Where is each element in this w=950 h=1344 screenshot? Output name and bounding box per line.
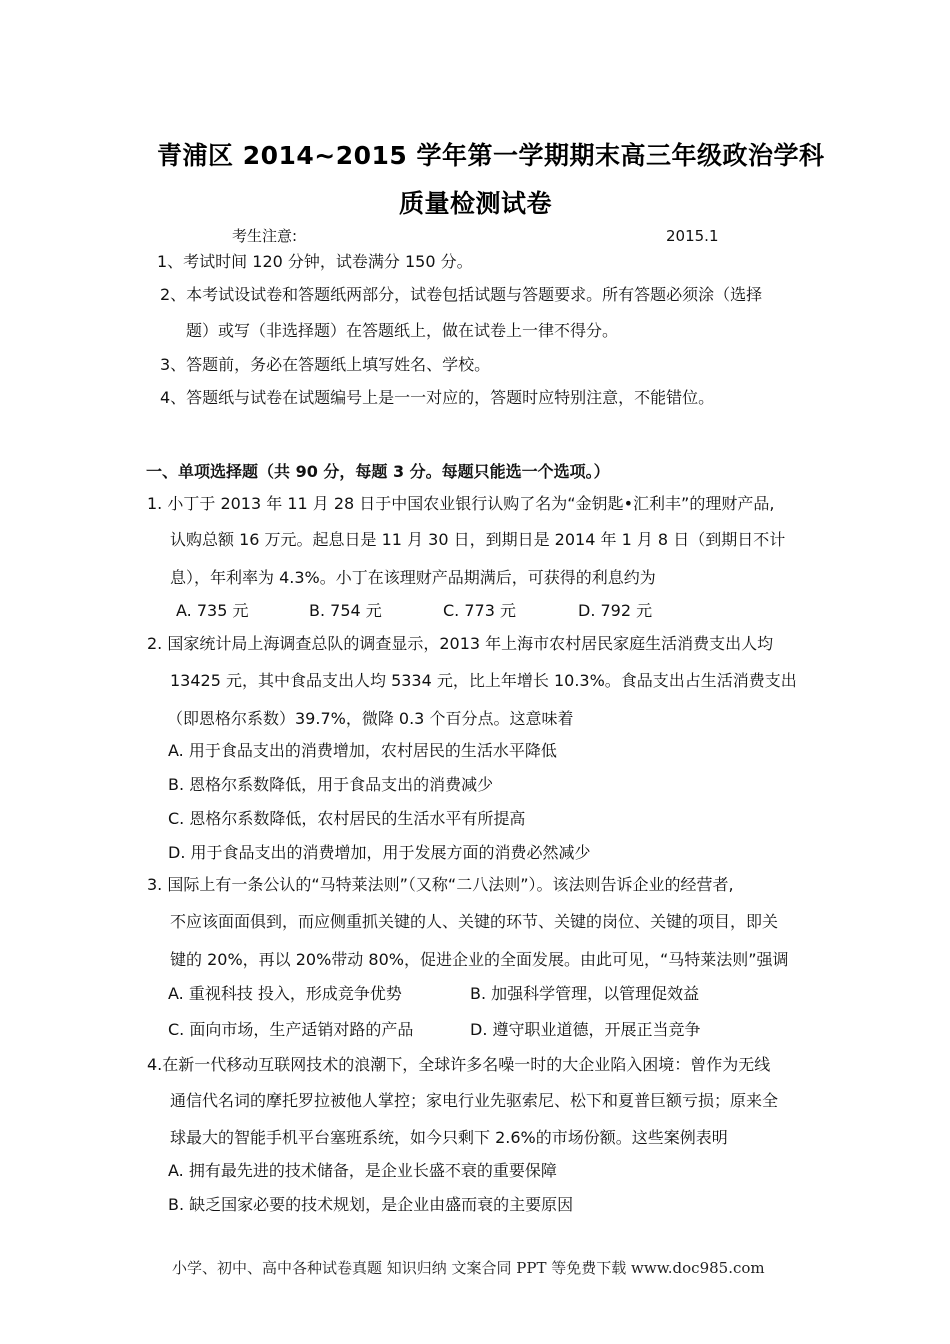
notice-item: 4、答题纸与试卷在试题编号上是一一对应的，答题时应特别注意，不能错位。: [160, 388, 715, 407]
question-2-option-c: C. 恩格尔系数降低，农村居民的生活水平有所提高: [168, 809, 526, 828]
question-3-option-c: C. 面向市场，生产适销对路的产品: [168, 1020, 414, 1039]
question-1-option-d: D. 792 元: [578, 601, 653, 620]
question-1-line: 认购总额 16 万元。起息日是 11 月 30 日，到期日是 2014 年 1 月 8 日（到期日不计: [170, 530, 786, 549]
question-3-option-d: D. 遵守职业道德，开展正当竞争: [470, 1020, 701, 1039]
notice-item: 3、答题前，务必在答题纸上填写姓名、学校。: [160, 355, 491, 374]
question-2-option-b: B. 恩格尔系数降低，用于食品支出的消费减少: [168, 775, 494, 794]
question-4-option-b: B. 缺乏国家必要的技术规划，是企业由盛而衰的主要原因: [168, 1195, 574, 1214]
question-2-option-a: A. 用于食品支出的消费增加，农村居民的生活水平降低: [168, 741, 557, 760]
page-title: 青浦区 2014~2015 学年第一学期期末高三年级政治学科: [157, 141, 825, 170]
question-4-option-a: A. 拥有最先进的技术储备，是企业长盛不衰的重要保障: [168, 1161, 557, 1180]
question-2-line: 13425 元，其中食品支出人均 5334 元，比上年增长 10.3%。食品支出占生活消费支出: [170, 671, 797, 690]
question-1-option-c: C. 773 元: [443, 601, 516, 620]
notice-item: 2、本考试设试卷和答题纸两部分，试卷包括试题与答题要求。所有答题必须涂（选择: [160, 285, 763, 304]
notice-item: 1、考试时间 120 分钟，试卷满分 150 分。: [157, 252, 473, 271]
question-3-line: 键的 20%，再以 20%带动 80%，促进企业的全面发展。由此可见，“马特莱法则”强调: [170, 950, 789, 969]
notice-label: 考生注意:: [232, 227, 298, 245]
question-4-line: 4.在新一代移动互联网技术的浪潮下，全球许多名噪一时的大企业陷入困境：曾作为无线: [147, 1055, 771, 1074]
question-2-option-d: D. 用于食品支出的消费增加，用于发展方面的消费必然减少: [168, 843, 591, 862]
question-1-option-a: A. 735 元: [176, 601, 249, 620]
question-4-line: 通信代名词的摩托罗拉被他人掌控；家电行业先驱索尼、松下和夏普巨额亏损；原来全: [170, 1091, 779, 1110]
question-3-line: 3. 国际上有一条公认的“马特莱法则”（又称“二八法则”）。该法则告诉企业的经营者,: [147, 875, 734, 894]
question-3-line: 不应该面面俱到，而应侧重抓关键的人、关键的环节、关键的岗位、关键的项目，即关: [170, 912, 779, 931]
question-2-line: （即恩格尔系数）39.7%，微降 0.3 个百分点。这意味着: [167, 709, 574, 728]
question-4-line: 球最大的智能手机平台塞班系统，如今只剩下 2.6%的市场份额。这些案例表明: [170, 1128, 728, 1147]
question-3-option-b: B. 加强科学管理，以管理促效益: [470, 984, 700, 1003]
question-1-line: 1. 小丁于 2013 年 11 月 28 日于中国农业银行认购了名为“金钥匙•汇利丰”的理财产品,: [147, 494, 775, 513]
notice-item-continued: 题）或写（非选择题）在答题纸上，做在试卷上一律不得分。: [186, 321, 619, 340]
section-heading: 一、单项选择题（共 90 分，每题 3 分。每题只能选一个选项。）: [146, 462, 610, 481]
question-2-line: 2. 国家统计局上海调查总队的调查显示，2013 年上海市农村居民家庭生活消费支出人均: [147, 634, 774, 653]
page-subtitle: 质量检测试卷: [399, 189, 553, 218]
question-1-line: 息），年利率为 4.3%。小丁在该理财产品期满后，可获得的利息约为: [170, 568, 656, 587]
question-3-option-a: A. 重视科技 投入，形成竞争优势: [168, 984, 402, 1003]
footer-ad-text: 小学、初中、高中各种试卷真题 知识归纳 文案合同 PPT 等免费下载 www.doc985.com: [172, 1259, 765, 1277]
question-1-option-b: B. 754 元: [309, 601, 382, 620]
exam-date: 2015.1: [666, 227, 719, 245]
